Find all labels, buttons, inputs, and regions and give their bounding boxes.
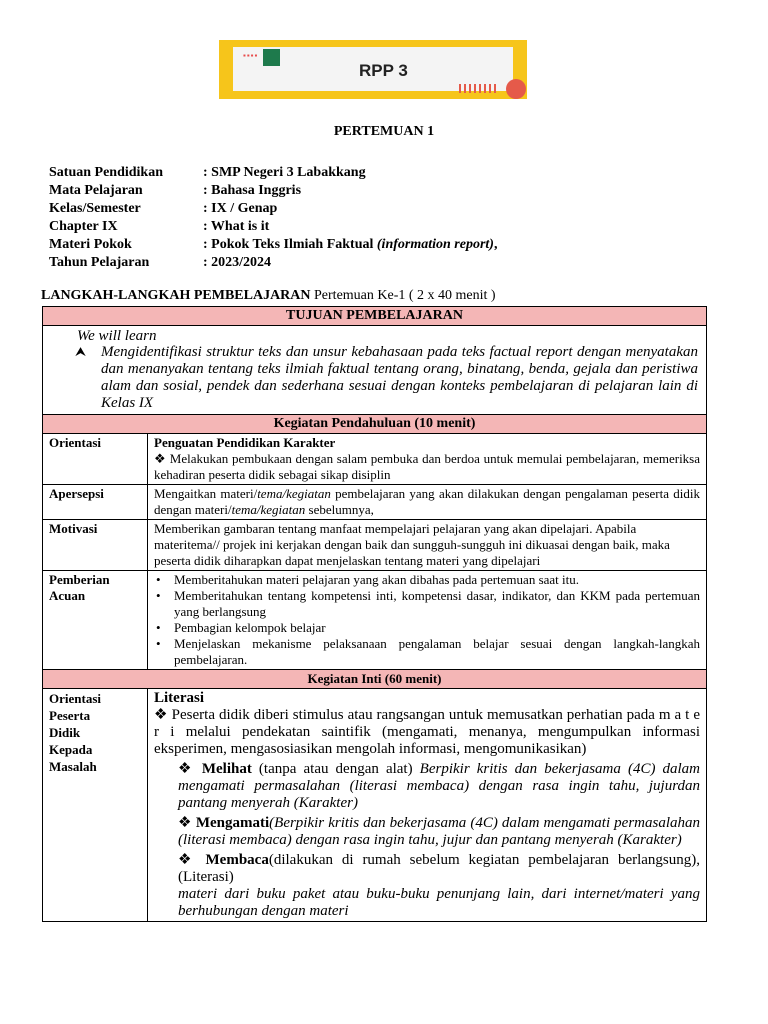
mengamati-italic: (Berpikir kritis dan bekerjasama (4C) dalam mengamati permasalahan (literasi membaca) dengan rasa ingin tahu, jujur dan pantang menyerah (Karakter): [178, 815, 701, 848]
apersepsi-t3: pembelajaran yang akan dilakukan dengan pengalaman peserta didik dengan materi/: [154, 486, 700, 517]
inti-p1-text: Peserta didik diberi stimulus atau rangsangan untuk memusatkan perhatian pada m a t e r i melalui pendekatan saintifik (mengamati, menanya, mengumpulkan informasi eksperimen, mengasosiasikan mengolah informasi, mengomunikasikan): [154, 707, 700, 757]
diamond-bullet: ❖: [178, 815, 192, 831]
banner-square-decoration: [263, 49, 280, 66]
inti-cell: [148, 689, 707, 922]
info-label: Kelas/Semester: [49, 201, 141, 216]
membaca-italic: materi dari buku paket atau buku-buku penunjang lain, dari internet/materi yang berhubungan dengan materi: [178, 886, 700, 919]
acuan-list: [154, 572, 700, 668]
orientasi-body: Melakukan pembukaan dengan salam pembuka dan berdoa untuk memulai pembelajaran, memeriksa kehadiran peserta didik sebagai sikap disiplin: [154, 451, 701, 482]
inti-label-line: Masalah: [49, 759, 97, 774]
info-value-italic: (information report): [376, 237, 494, 252]
tujuan-intro: We will learn: [77, 328, 157, 344]
banner-stripes-decoration: [459, 84, 499, 93]
info-row: [49, 236, 497, 254]
tujuan-bullet: ⮝: [75, 344, 87, 359]
inti-p1: [154, 707, 700, 758]
orientasi-title: Penguatan Pendidikan Karakter: [154, 435, 336, 450]
tujuan-header: TUJUAN PEMBELAJARAN: [43, 307, 707, 326]
list-item: • Memberitahukan tentang kompetensi inti, kompetensi dasar, indikator, dan KKM pada pertemuan yang berlangsung: [174, 588, 700, 620]
membaca-bold: Membaca: [205, 852, 269, 868]
info-value: : SMP Negeri 3 Labakkang: [203, 165, 366, 180]
list-item: • Memberitahukan materi pelajaran yang akan dibahas pada pertemuan saat itu.: [174, 572, 700, 588]
melihat-bold: Melihat: [201, 761, 252, 777]
info-value: : Bahasa Inggris: [203, 183, 302, 198]
orientasi-cell: [148, 434, 707, 485]
motivasi-label: Motivasi: [43, 520, 148, 571]
inti-label-line: Peserta: [49, 708, 91, 723]
orientasi-label: Orientasi: [43, 434, 148, 485]
apersepsi-cell: [148, 485, 707, 520]
membaca-item: [154, 852, 700, 920]
diamond-bullet: ❖: [154, 707, 168, 723]
acuan-label-1: Pemberian: [49, 572, 110, 587]
apersepsi-t1: Mengaitkan materi/: [154, 486, 258, 501]
list-item: • Menjelaskan mekanisme pelaksanaan pengalaman belajar sesuai dengan langkah-langkah pembelajaran.: [174, 636, 700, 668]
banner-dots: ▪▪▪▪: [243, 51, 259, 60]
literasi-title: Literasi: [154, 690, 204, 706]
pendahuluan-header: Kegiatan Pendahuluan (10 menit): [43, 415, 707, 434]
diamond-bullet: ❖: [154, 451, 167, 466]
apersepsi-label: Apersepsi: [43, 485, 148, 520]
langkah-rest: Pertemuan Ke-1 ( 2 x 40 menit ): [310, 288, 496, 303]
orientasi-text: [154, 451, 700, 483]
info-value: : IX / Genap: [203, 201, 278, 216]
apersepsi-t5: sebelumnya,: [305, 502, 374, 517]
info-label: Chapter IX: [49, 219, 118, 234]
tujuan-item: [77, 344, 698, 412]
melihat-plain: (tanpa atau dengan alat): [251, 761, 420, 777]
inti-label-line: Orientasi: [49, 691, 101, 706]
rpp-banner: [219, 40, 527, 99]
info-row: [49, 200, 497, 218]
inti-label-line: Didik: [49, 725, 81, 740]
lesson-table: [42, 306, 707, 922]
info-row: [49, 254, 497, 272]
melihat-italic: Berpikir kritis dan bekerjasama (4C) dalam mengamati permasalahan (literasi membaca) dengan rasa ingin tahu, jujurdan pantang menyerah (Karakter): [178, 761, 701, 811]
tujuan-cell: [43, 326, 707, 415]
banner-circle-decoration: [506, 79, 526, 99]
acuan-label: [43, 571, 148, 670]
list-item: • Pembagian kelompok belajar: [174, 620, 700, 636]
langkah-heading: [41, 288, 496, 304]
mengamati-item: [154, 815, 700, 849]
membaca-plain: (dilakukan di rumah sebelum kegiatan pembelajaran berlangsung), (Literasi): [178, 852, 701, 885]
motivasi-cell: Memberikan gambaran tentang manfaat mempelajari pelajaran yang akan dipelajari. Apabila materitema// projek ini kerjakan dengan baik dan sungguh-sungguh ini dikuasai dengan baik, maka peserta didik diharapkan dapat menjelaskan tentang materi yang dipelajari: [148, 520, 707, 571]
pertemuan-title: PERTEMUAN 1: [333, 124, 435, 139]
info-value: : 2023/2024: [203, 255, 272, 270]
info-label: Tahun Pelajaran: [49, 255, 150, 270]
info-row: [49, 182, 497, 200]
acuan-cell: [148, 571, 707, 670]
info-row: [49, 218, 497, 236]
mengamati-bold: Mengamati: [195, 815, 270, 831]
apersepsi-t2: tema/kegiatan: [257, 486, 331, 501]
acuan-label-2: Acuan: [49, 588, 86, 603]
apersepsi-t4: tema/kegiatan: [231, 502, 306, 517]
info-value-text: : Pokok Teks Ilmiah Faktual: [203, 237, 377, 252]
diamond-bullet: ❖: [178, 852, 197, 868]
tujuan-text: Mengidentifikasi struktur teks dan unsur kebahasaan pada teks factual report dengan menyatakan dan menanyakan tentang teks ilmiah faktual tentang orang, binatang, benda, gejala dan peristiwa alam dan sosial, pendek dan sederhana sesuai dengan konteks pembelajaran di pelajaran lain di Kelas IX: [101, 344, 698, 411]
banner-title: RPP 3: [359, 61, 408, 80]
diamond-bullet: ❖: [178, 761, 195, 777]
info-label: Satuan Pendidikan: [49, 165, 163, 180]
inti-header: Kegiatan Inti (60 menit): [43, 670, 707, 689]
info-value: [203, 236, 497, 254]
inti-label-line: Kepada: [49, 742, 93, 757]
info-value: : What is it: [203, 219, 270, 234]
langkah-bold: LANGKAH-LANGKAH PEMBELAJARAN: [41, 288, 311, 303]
info-label: Mata Pelajaran: [49, 183, 143, 198]
inti-label: [43, 689, 148, 922]
info-label: Materi Pokok: [49, 237, 132, 252]
info-block: [49, 164, 497, 272]
info-value-tail: ,: [493, 237, 498, 252]
info-row: [49, 164, 497, 182]
melihat-item: [154, 761, 700, 812]
